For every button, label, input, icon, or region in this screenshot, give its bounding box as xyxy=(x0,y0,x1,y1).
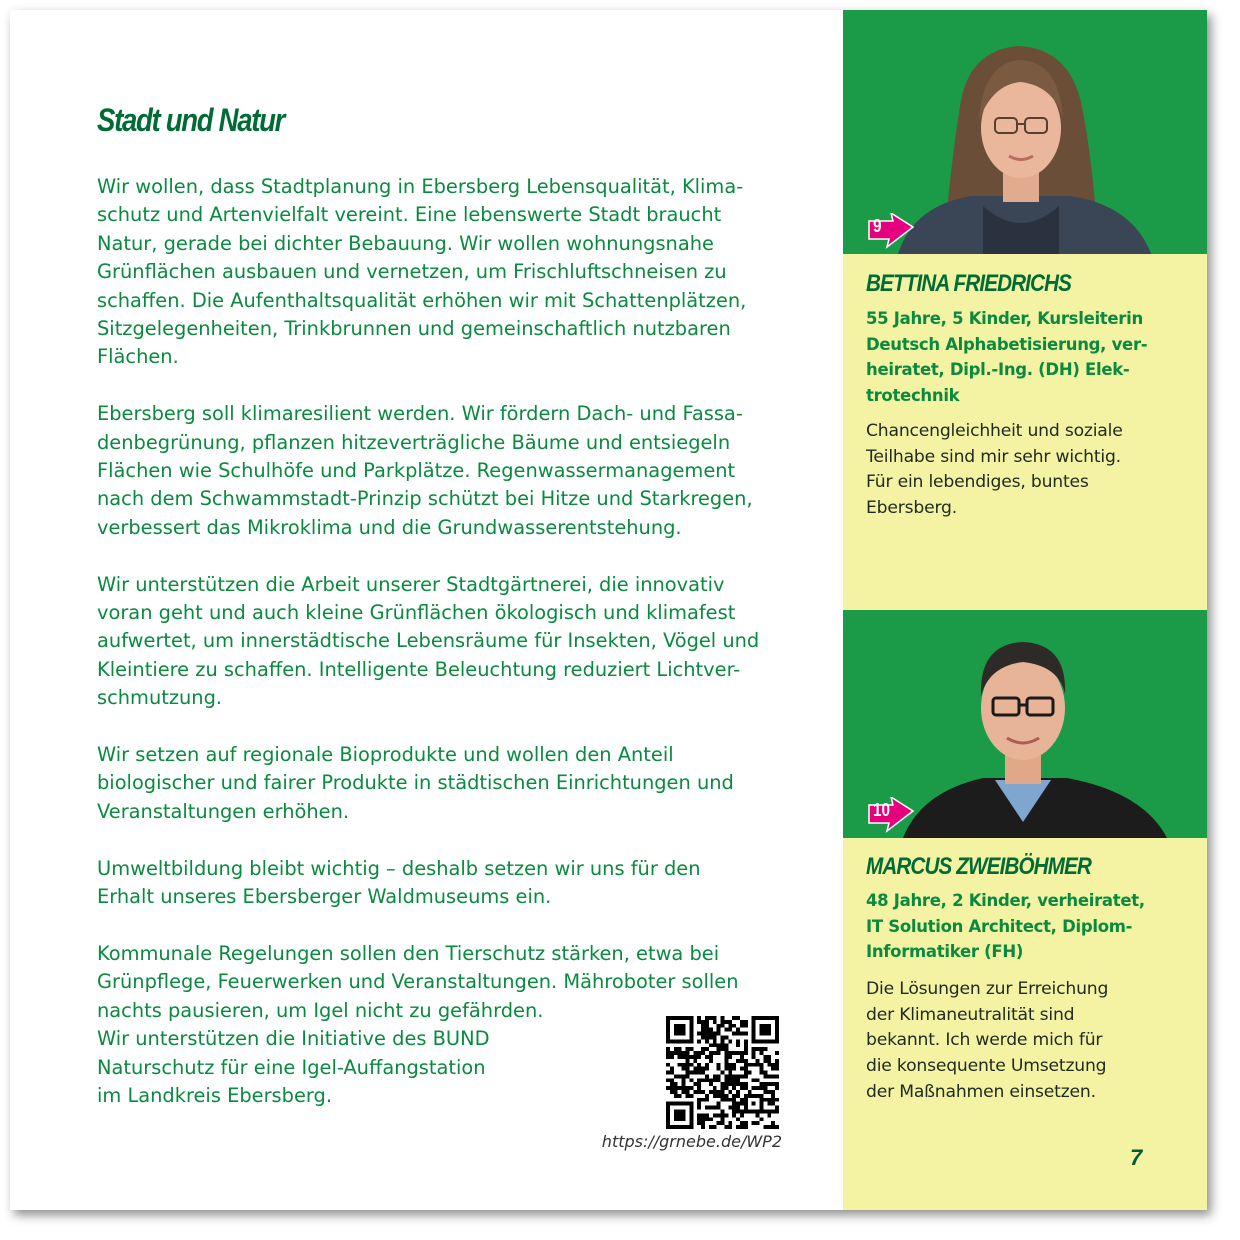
text-line: Umweltbildung bleibt wichtig – deshalb setzen wir uns für den xyxy=(97,856,701,880)
text-line: schmutzung. xyxy=(97,686,223,710)
text-line: nachts pausieren, um Igel nicht zu gefährden. xyxy=(97,998,544,1022)
paragraph-2 xyxy=(97,400,797,542)
text-line: im Landkreis Ebersberg. xyxy=(97,1083,332,1107)
page-number: 7 xyxy=(1130,1145,1143,1170)
candidate-info xyxy=(866,888,1166,965)
text-line: nach dem Schwammstadt-Prinzip schützt bei Hitze und Starkregen, xyxy=(97,487,753,511)
candidate-quote xyxy=(866,977,1166,1106)
quote-line: Chancengleichheit und soziale xyxy=(866,421,1123,441)
quote-line: Die Lösungen zur Erreichung xyxy=(866,979,1109,999)
text-line: Flächen wie Schulhöfe und Parkplätze. Regenwassermanagement xyxy=(97,459,736,483)
text-line: denbegrünung, pflanzen hitzeverträgliche Bäume und entsiegeln xyxy=(97,430,731,454)
qr-url-caption: https://grnebe.de/WP2 xyxy=(601,1132,782,1151)
text-line: Wir wollen, dass Stadtplanung in Ebersberg Lebensqualität, Klima- xyxy=(97,175,744,198)
info-line: heiratet, Dipl.-Ing. (DH) Elek- xyxy=(866,360,1130,380)
article-body xyxy=(97,173,797,1110)
text-line: Veranstaltungen erhöhen. xyxy=(97,799,350,823)
list-number: 9 xyxy=(873,216,882,236)
quote-line: bekannt. Ich werde mich für xyxy=(866,1030,1103,1051)
paragraph-4 xyxy=(97,741,797,826)
text-line: Grünflächen ausbauen und vernetzen, um Frischluftschneisen zu xyxy=(97,260,727,284)
info-line: Informatiker (FH) xyxy=(866,942,1024,962)
paragraph-5 xyxy=(97,855,797,912)
text-line: Wir unterstützen die Initiative des BUND xyxy=(97,1027,490,1051)
quote-line: Teilhabe sind mir sehr wichtig. xyxy=(866,446,1121,467)
candidate-quote xyxy=(866,419,1166,522)
list-number: 10 xyxy=(873,800,891,820)
list-number-badge xyxy=(867,213,915,253)
quote-line: Ebersberg. xyxy=(866,498,957,519)
info-line: Deutsch Alphabetisierung, ver- xyxy=(866,334,1148,354)
text-line: aufwertet, um innerstädtische Lebensräume für Insekten, Vögel und xyxy=(97,629,760,653)
info-line: 48 Jahre, 2 Kinder, verheiratet, xyxy=(866,891,1145,910)
candidate-panel xyxy=(843,10,1207,1210)
info-line: 55 Jahre, 5 Kinder, Kursleiterin xyxy=(866,309,1143,328)
paragraph-3 xyxy=(97,571,797,713)
quote-line: die konsequente Umsetzung xyxy=(866,1056,1107,1077)
text-line: biologischer und fairer Produkte in städtischen Einrichtungen und xyxy=(97,771,734,795)
qr-code[interactable] xyxy=(666,1016,779,1129)
text-line: Kommunale Regelungen sollen den Tierschutz stärken, etwa bei xyxy=(97,941,720,965)
brochure-page xyxy=(10,10,1207,1210)
list-number-badge xyxy=(867,797,915,837)
text-line: Naturschutz für eine Igel-Auffangstation xyxy=(97,1055,486,1079)
candidate-name: BETTINA FRIEDRICHS xyxy=(866,270,1072,297)
quote-line: der Maßnahmen einsetzen. xyxy=(866,1081,1096,1102)
text-line: verbessert das Mikroklima und die Grundwasserentstehung. xyxy=(97,515,682,539)
text-line: Wir unterstützen die Arbeit unserer Stadtgärtnerei, die innovativ xyxy=(97,572,725,596)
text-line: Grünpflege, Feuerwerken und Veranstaltungen. Mähroboter sollen xyxy=(97,970,739,994)
text-line: Wir setzen auf regionale Bioprodukte und wollen den Anteil xyxy=(97,743,674,767)
paragraph-1 xyxy=(97,173,797,372)
text-line: Flächen. xyxy=(97,345,179,369)
candidate-name: MARCUS ZWEIBÖHMER xyxy=(866,853,1092,880)
text-line: Sitzgelegenheiten, Trinkbrunnen und gemeinschaftlich nutzbaren xyxy=(97,317,731,341)
quote-line: Für ein lebendiges, buntes xyxy=(866,472,1089,493)
text-line: Ebersberg soll klimaresilient werden. Wir fördern Dach- und Fassa- xyxy=(97,402,743,426)
section-heading: Stadt und Natur xyxy=(97,102,285,138)
info-line: IT Solution Architect, Diplom- xyxy=(866,916,1133,936)
quote-line: der Klimaneutralität sind xyxy=(866,1004,1075,1025)
text-line: schutz und Artenvielfalt vereint. Eine lebenswerte Stadt braucht xyxy=(97,203,722,227)
text-line: voran geht und auch kleine Grünflächen ökologisch und klimafest xyxy=(97,601,736,625)
text-line: Natur, gerade bei dichter Bebauung. Wir wollen wohnungsnahe xyxy=(97,231,714,255)
text-line: Erhalt unseres Ebersberger Waldmuseums ein. xyxy=(97,885,552,909)
qr-code-icon xyxy=(666,1016,779,1129)
text-line: schaffen. Die Aufenthaltsqualität erhöhen wir mit Schattenplätzen, xyxy=(97,288,747,312)
candidate-info xyxy=(866,306,1166,409)
info-line: trotechnik xyxy=(866,386,960,406)
text-line: Kleintiere zu schaffen. Intelligente Beleuchtung reduziert Lichtver- xyxy=(97,657,741,681)
